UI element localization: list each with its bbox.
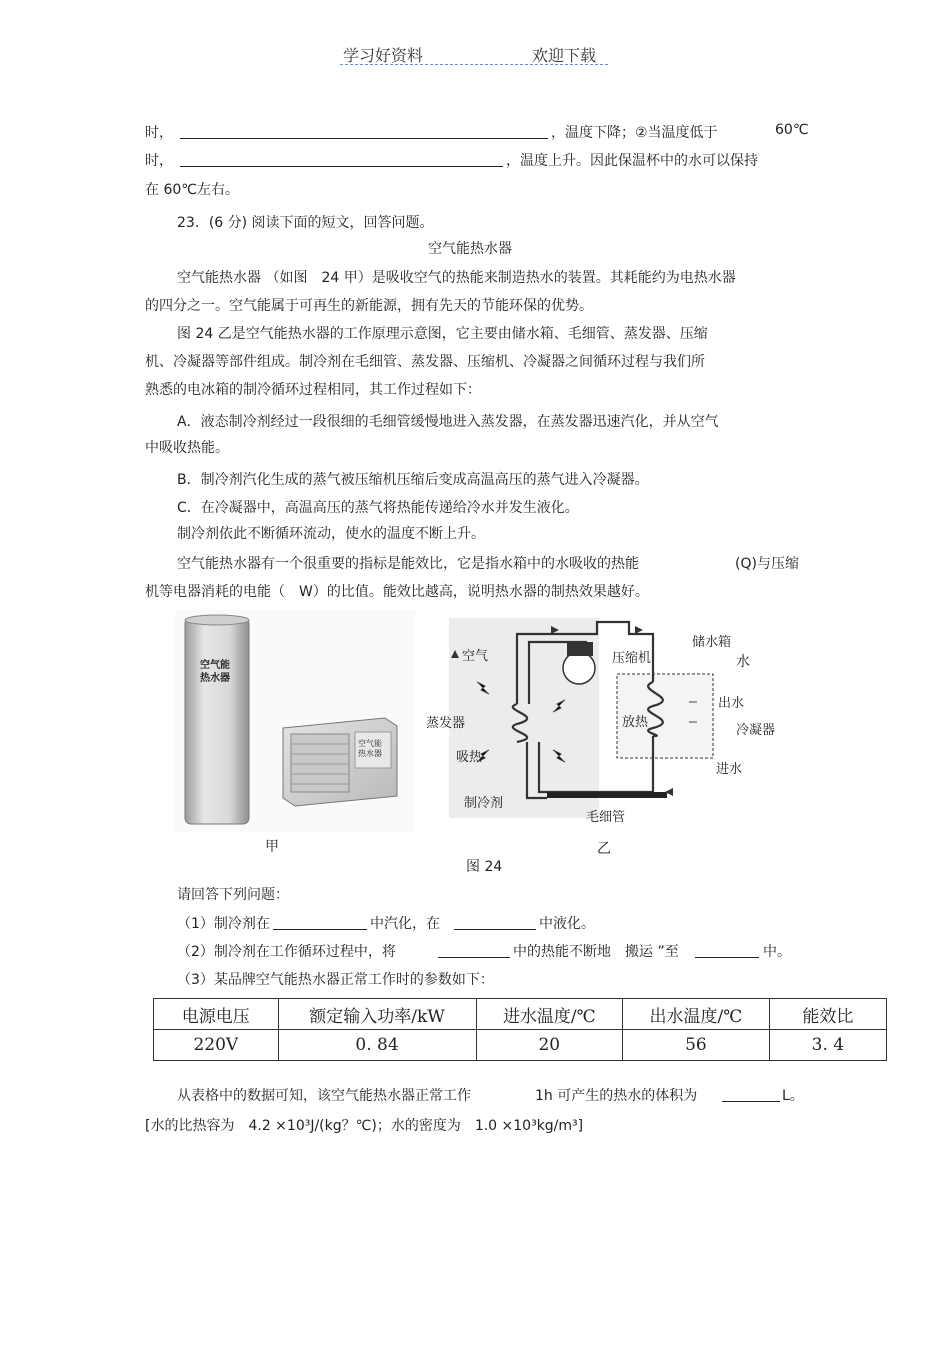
paragraph-3-line-1: 空气能热水器有一个很重要的指标是能效比，它是指水箱中的水吸收的热能 [177, 556, 639, 572]
label-inlet: 进水 [716, 762, 743, 777]
label-condenser: 冷凝器 [736, 723, 776, 738]
q1-middle: 中汽化，在 [370, 916, 440, 932]
question-23-heading: 23．(6 分) 阅读下面的短文，回答问题。 [177, 215, 434, 231]
table-cell: 0. 84 [278, 1030, 476, 1061]
answer-blank [273, 915, 367, 930]
unit-label-line-1: 空气能 [358, 739, 382, 748]
label-release: 放热 [622, 715, 649, 730]
header-right: 欢迎下载 [532, 46, 597, 65]
table-header-cell: 出水温度/℃ [623, 999, 770, 1030]
table-header-cell: 电源电压 [154, 999, 279, 1030]
paragraph-3-line-2: 机等电器消耗的电能（ W）的比值。能效比越高，说明热水器的制热效果越好。 [145, 584, 649, 600]
tank-label-line-2: 热水器 [200, 673, 230, 684]
questions-intro: 请回答下列问题： [177, 887, 289, 903]
table-header-cell: 能效比 [769, 999, 886, 1030]
figure-jia-label: 甲 [265, 839, 279, 855]
line-1-prefix: 时， [145, 125, 173, 141]
table-header-cell: 进水温度/℃ [476, 999, 623, 1030]
answer-blank [180, 152, 503, 167]
final-line-1-unit: L。 [782, 1088, 804, 1104]
answer-blank [695, 943, 759, 958]
article-title: 空气能热水器 [428, 241, 512, 257]
table-row [154, 1030, 887, 1061]
q3-text: （3）某品牌空气能热水器正常工作时的参数如下： [177, 972, 494, 988]
label-water: 水 [736, 654, 750, 670]
line-1-text: ，温度下降；②当温度低于 [551, 125, 718, 141]
q1-prefix: （1）制冷剂在 [177, 916, 270, 932]
answer-blank [454, 915, 536, 930]
spec-table [153, 998, 887, 1061]
final-line-1-middle: 1h 可产生的热水的体积为 [535, 1088, 698, 1104]
step-d: 制冷剂依此不断循环流动，使水的温度不断上升。 [177, 526, 485, 542]
step-b: B．制冷剂汽化生成的蒸气被压缩机压缩后变成高温高压的蒸气进入冷凝器。 [177, 472, 649, 488]
label-outlet: 出水 [718, 696, 745, 711]
answer-blank [722, 1087, 780, 1102]
paragraph-2-line-2: 机、冷凝器等部件组成。制冷剂在毛细管、蒸发器、压缩机、冷凝器之间循环过程与我们所 [145, 354, 705, 370]
label-compressor: 压缩机 [612, 651, 652, 666]
paragraph-3-line-1-end: (Q)与压缩 [735, 556, 799, 572]
label-evaporator: 蒸发器 [426, 716, 466, 731]
label-absorb: 吸热 [456, 750, 483, 765]
line-2-text: ，温度上升。因此保温杯中的水可以保持 [506, 153, 758, 169]
figure-caption: 图 24 [466, 859, 503, 875]
answer-blank [438, 943, 510, 958]
table-header-row [154, 999, 887, 1030]
table-cell: 56 [623, 1030, 770, 1061]
figure-jia-photo [175, 610, 415, 832]
step-a-line-2: 中吸收热能。 [145, 440, 229, 456]
paragraph-2-line-1: 图 24 乙是空气能热水器的工作原理示意图，它主要由储水箱、毛细管、蒸发器、压缩 [177, 326, 708, 342]
table-cell: 220V [154, 1030, 279, 1061]
final-line-1-text: 从表格中的数据可知，该空气能热水器正常工作 [177, 1088, 471, 1104]
line-2-prefix: 时， [145, 153, 173, 169]
q2-middle: 中的热能不断地 搬运 ”至 [513, 944, 679, 960]
table-header-cell: 额定输入功率/kW [278, 999, 476, 1030]
paragraph-1-line-2: 的四分之一。空气能属于可再生的新能源，拥有先天的节能环保的优势。 [145, 298, 593, 314]
tank-label-line-1: 空气能 [200, 660, 230, 671]
line-1-temp: 60℃ [775, 122, 809, 138]
step-c: C．在冷凝器中，高温高压的蒸气将热能传递给冷水并发生液化。 [177, 500, 579, 516]
answer-blank [180, 124, 548, 139]
line-3-text: 在 60℃左右。 [145, 182, 239, 198]
q2-suffix: 中。 [763, 944, 791, 960]
final-line-2: [水的比热容为 4.2 ×10³J/(kg？℃)；水的密度为 1.0 ×10³kg/m³] [145, 1118, 584, 1134]
unit-label-line-2: 热水器 [358, 749, 382, 758]
label-capillary: 毛细管 [586, 810, 626, 825]
table-cell: 3. 4 [769, 1030, 886, 1061]
figure-yi-label: 乙 [597, 841, 611, 857]
table-cell: 20 [476, 1030, 623, 1061]
label-refrigerant: 制冷剂 [464, 796, 504, 811]
header-divider [340, 64, 608, 65]
label-air: 空气 [462, 649, 489, 664]
label-tank: 储水箱 [692, 635, 732, 650]
step-a-line-1: A．液态制冷剂经过一段很细的毛细管缓慢地进入蒸发器，在蒸发器迅速汽化，并从空气 [177, 414, 719, 430]
q1-suffix: 中液化。 [539, 916, 595, 932]
paragraph-1-line-1: 空气能热水器 （如图 24 甲）是吸收空气的热能来制造热水的装置。其耗能约为电热水器 [177, 270, 736, 286]
header-left: 学习好资料 [343, 46, 424, 65]
q2-prefix: （2）制冷剂在工作循环过程中，将 [177, 944, 396, 960]
paragraph-2-line-3: 熟悉的电冰箱的制冷循环过程相同，其工作过程如下： [145, 382, 481, 398]
